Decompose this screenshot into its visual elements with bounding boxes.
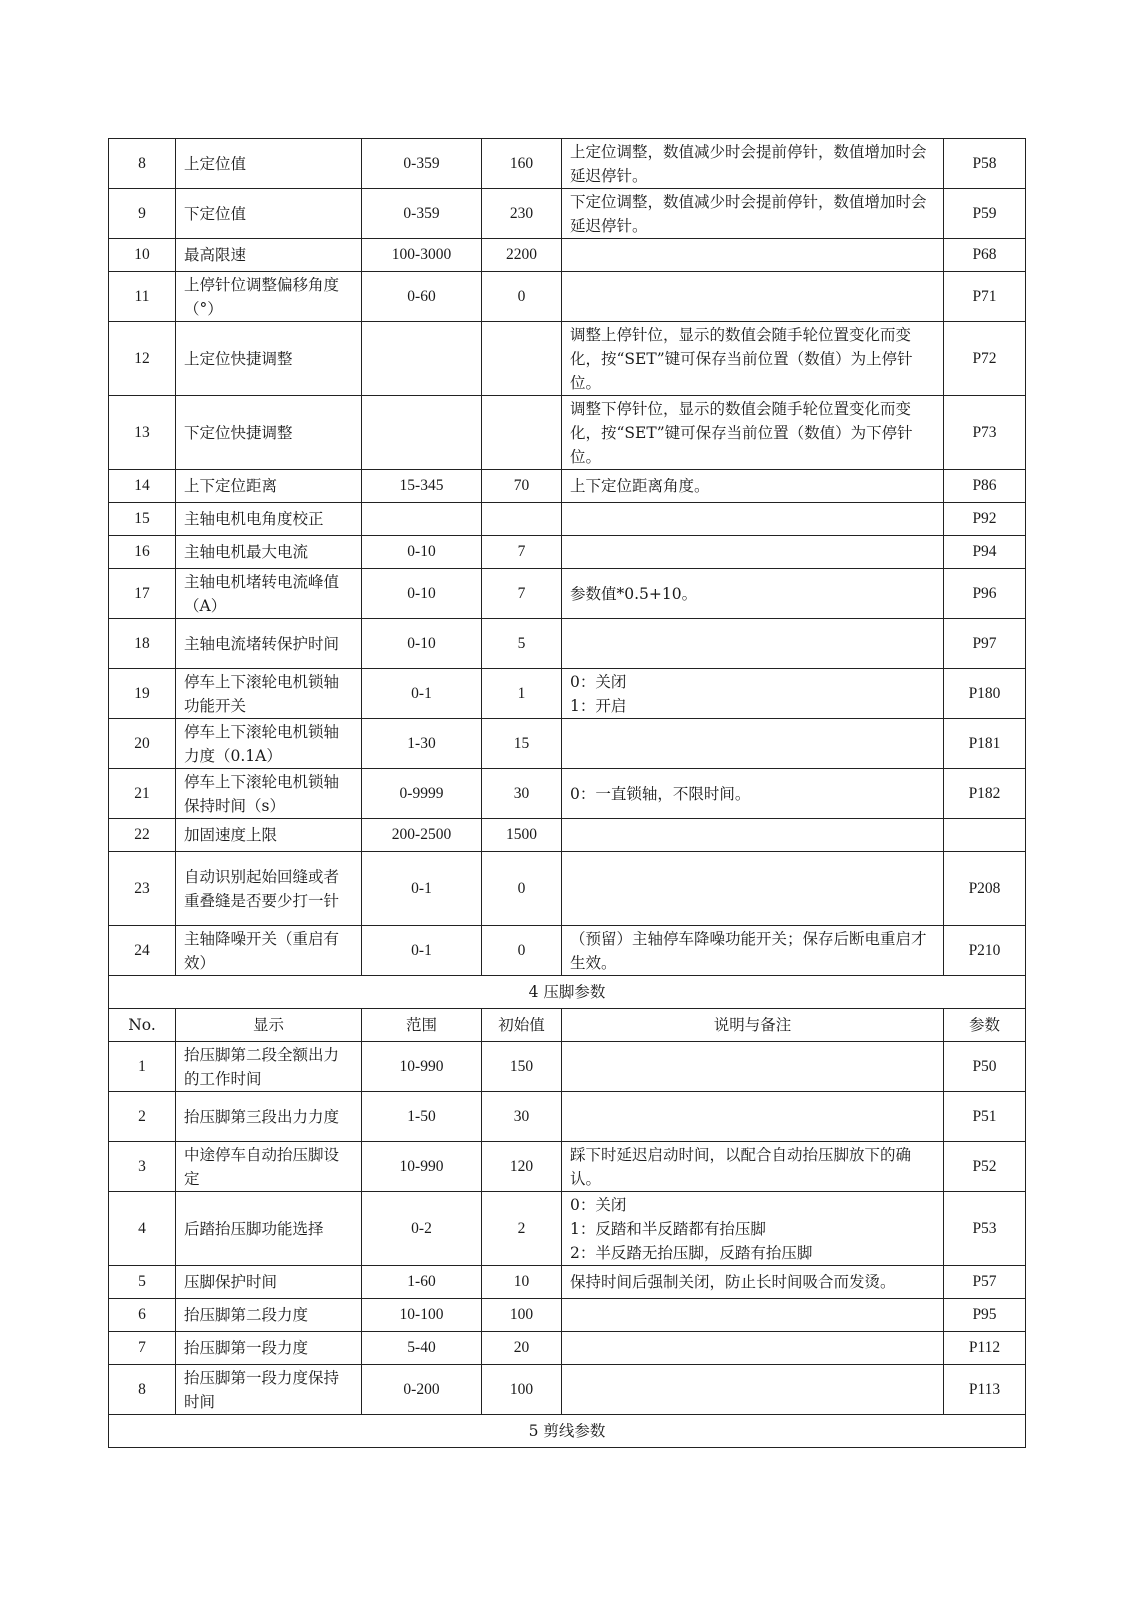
cell-notes: 调整下停针位，显示的数值会随手轮位置变化而变化，按“SET”键可保存当前位置（数值）为下停针位。 xyxy=(562,396,944,470)
cell-default xyxy=(482,322,562,396)
cell-no: 19 xyxy=(109,669,176,719)
table-row xyxy=(109,1092,1026,1142)
cell-no: 23 xyxy=(109,852,176,926)
cell-range: 200-2500 xyxy=(362,819,482,852)
cell-display: 加固速度上限 xyxy=(176,819,362,852)
table-row xyxy=(109,272,1026,322)
cell-no: 4 xyxy=(109,1192,176,1266)
cell-display: 停车上下滚轮电机锁轴保持时间（s） xyxy=(176,769,362,819)
header-row xyxy=(109,1009,1026,1042)
cell-default: 0 xyxy=(482,272,562,322)
cell-display: 抬压脚第一段力度保持时间 xyxy=(176,1365,362,1415)
table-row xyxy=(109,536,1026,569)
cell-param: P71 xyxy=(944,272,1026,322)
cell-no: 10 xyxy=(109,239,176,272)
cell-no: 5 xyxy=(109,1266,176,1299)
table-row xyxy=(109,189,1026,239)
cell-param: P51 xyxy=(944,1092,1026,1142)
cell-notes xyxy=(562,503,944,536)
table-row xyxy=(109,569,1026,619)
cell-notes xyxy=(562,1299,944,1332)
cell-notes xyxy=(562,619,944,669)
cell-no: 12 xyxy=(109,322,176,396)
cell-no: 17 xyxy=(109,569,176,619)
cell-default: 15 xyxy=(482,719,562,769)
cell-display: 上停针位调整偏移角度（°） xyxy=(176,272,362,322)
cell-range: 0-10 xyxy=(362,619,482,669)
cell-no: 16 xyxy=(109,536,176,569)
cell-default: 7 xyxy=(482,536,562,569)
cell-range: 0-1 xyxy=(362,669,482,719)
cell-param: P113 xyxy=(944,1365,1026,1415)
table-body-section4 xyxy=(109,1042,1026,1415)
cell-range: 0-1 xyxy=(362,926,482,976)
header-no: No. xyxy=(109,1009,176,1042)
cell-default: 2 xyxy=(482,1192,562,1266)
cell-range: 5-40 xyxy=(362,1332,482,1365)
cell-notes: 0：关闭 1：反踏和半反踏都有抬压脚 2：半反踏无抬压脚，反踏有抬压脚 xyxy=(562,1192,944,1266)
cell-display: 后踏抬压脚功能选择 xyxy=(176,1192,362,1266)
cell-notes xyxy=(562,1042,944,1092)
table-row xyxy=(109,1042,1026,1092)
section-row xyxy=(109,1415,1026,1448)
section-title: 5 剪线参数 xyxy=(109,1415,1026,1448)
cell-range: 1-50 xyxy=(362,1092,482,1142)
cell-default: 30 xyxy=(482,769,562,819)
cell-range: 0-10 xyxy=(362,569,482,619)
cell-param: P182 xyxy=(944,769,1026,819)
header-default: 初始值 xyxy=(482,1009,562,1042)
cell-param: P72 xyxy=(944,322,1026,396)
cell-default: 1500 xyxy=(482,819,562,852)
table-row xyxy=(109,1142,1026,1192)
cell-no: 24 xyxy=(109,926,176,976)
cell-param: P96 xyxy=(944,569,1026,619)
cell-default: 150 xyxy=(482,1042,562,1092)
cell-notes xyxy=(562,536,944,569)
header-display: 显示 xyxy=(176,1009,362,1042)
table-row xyxy=(109,239,1026,272)
cell-no: 6 xyxy=(109,1299,176,1332)
cell-notes: 0：一直锁轴，不限时间。 xyxy=(562,769,944,819)
cell-no: 2 xyxy=(109,1092,176,1142)
cell-no: 14 xyxy=(109,470,176,503)
cell-display: 主轴电流堵转保护时间 xyxy=(176,619,362,669)
cell-no: 8 xyxy=(109,139,176,189)
cell-range xyxy=(362,396,482,470)
section-row xyxy=(109,976,1026,1009)
cell-notes xyxy=(562,239,944,272)
cell-param: P68 xyxy=(944,239,1026,272)
cell-default: 0 xyxy=(482,852,562,926)
cell-display: 上定位值 xyxy=(176,139,362,189)
cell-range: 0-359 xyxy=(362,189,482,239)
table-row xyxy=(109,1266,1026,1299)
table-row xyxy=(109,503,1026,536)
cell-display: 下定位值 xyxy=(176,189,362,239)
cell-display: 主轴电机最大电流 xyxy=(176,536,362,569)
cell-param: P94 xyxy=(944,536,1026,569)
cell-notes: 上定位调整，数值减少时会提前停针，数值增加时会延迟停针。 xyxy=(562,139,944,189)
cell-display: 抬压脚第二段全额出力的工作时间 xyxy=(176,1042,362,1092)
cell-notes xyxy=(562,719,944,769)
table-row xyxy=(109,1332,1026,1365)
cell-display: 主轴电机电角度校正 xyxy=(176,503,362,536)
cell-display: 上定位快捷调整 xyxy=(176,322,362,396)
table-row xyxy=(109,926,1026,976)
cell-default: 5 xyxy=(482,619,562,669)
cell-notes: 调整上停针位，显示的数值会随手轮位置变化而变化，按“SET”键可保存当前位置（数值）为上停针位。 xyxy=(562,322,944,396)
cell-param: P210 xyxy=(944,926,1026,976)
header-param: 参数 xyxy=(944,1009,1026,1042)
cell-display: 抬压脚第一段力度 xyxy=(176,1332,362,1365)
section-4 xyxy=(109,976,1026,1042)
cell-range: 10-990 xyxy=(362,1042,482,1092)
cell-range: 100-3000 xyxy=(362,239,482,272)
cell-default: 120 xyxy=(482,1142,562,1192)
header-notes: 说明与备注 xyxy=(562,1009,944,1042)
cell-display: 主轴降噪开关（重启有效） xyxy=(176,926,362,976)
cell-param: P180 xyxy=(944,669,1026,719)
cell-default: 1 xyxy=(482,669,562,719)
cell-param: P50 xyxy=(944,1042,1026,1092)
cell-range: 0-9999 xyxy=(362,769,482,819)
cell-display: 抬压脚第二段力度 xyxy=(176,1299,362,1332)
cell-range: 1-30 xyxy=(362,719,482,769)
table-row xyxy=(109,1192,1026,1266)
table-row xyxy=(109,819,1026,852)
cell-notes: （预留）主轴停车降噪功能开关；保存后断电重启才生效。 xyxy=(562,926,944,976)
cell-range xyxy=(362,503,482,536)
cell-display: 停车上下滚轮电机锁轴功能开关 xyxy=(176,669,362,719)
parameter-table xyxy=(108,138,1026,1448)
cell-param: P86 xyxy=(944,470,1026,503)
cell-default: 30 xyxy=(482,1092,562,1142)
cell-param: P57 xyxy=(944,1266,1026,1299)
cell-notes: 下定位调整，数值减少时会提前停针，数值增加时会延迟停针。 xyxy=(562,189,944,239)
cell-default: 100 xyxy=(482,1299,562,1332)
cell-range: 0-10 xyxy=(362,536,482,569)
cell-no: 11 xyxy=(109,272,176,322)
cell-range: 0-359 xyxy=(362,139,482,189)
table-row xyxy=(109,322,1026,396)
cell-no: 21 xyxy=(109,769,176,819)
cell-no: 18 xyxy=(109,619,176,669)
cell-param: P59 xyxy=(944,189,1026,239)
table-body-section3 xyxy=(109,139,1026,976)
cell-param: P181 xyxy=(944,719,1026,769)
cell-param: P53 xyxy=(944,1192,1026,1266)
cell-param xyxy=(944,819,1026,852)
cell-param: P52 xyxy=(944,1142,1026,1192)
cell-no: 20 xyxy=(109,719,176,769)
cell-default: 70 xyxy=(482,470,562,503)
cell-default: 230 xyxy=(482,189,562,239)
cell-no: 8 xyxy=(109,1365,176,1415)
cell-default xyxy=(482,503,562,536)
cell-display: 自动识别起始回缝或者重叠缝是否要少打一针 xyxy=(176,852,362,926)
cell-notes: 保持时间后强制关闭，防止长时间吸合而发烫。 xyxy=(562,1266,944,1299)
cell-range: 10-990 xyxy=(362,1142,482,1192)
cell-no: 15 xyxy=(109,503,176,536)
cell-default: 2200 xyxy=(482,239,562,272)
cell-notes xyxy=(562,819,944,852)
cell-no: 3 xyxy=(109,1142,176,1192)
cell-no: 7 xyxy=(109,1332,176,1365)
cell-default: 100 xyxy=(482,1365,562,1415)
cell-param: P95 xyxy=(944,1299,1026,1332)
table-row xyxy=(109,719,1026,769)
table-row xyxy=(109,470,1026,503)
cell-default: 20 xyxy=(482,1332,562,1365)
cell-display: 抬压脚第三段出力力度 xyxy=(176,1092,362,1142)
cell-display: 下定位快捷调整 xyxy=(176,396,362,470)
cell-param: P208 xyxy=(944,852,1026,926)
cell-notes xyxy=(562,1332,944,1365)
table-row xyxy=(109,1365,1026,1415)
cell-display: 上下定位距离 xyxy=(176,470,362,503)
table-row xyxy=(109,1299,1026,1332)
table-row xyxy=(109,396,1026,470)
cell-notes: 上下定位距离角度。 xyxy=(562,470,944,503)
cell-display: 中途停车自动抬压脚设定 xyxy=(176,1142,362,1192)
cell-param: P97 xyxy=(944,619,1026,669)
cell-default: 7 xyxy=(482,569,562,619)
section-title: 4 压脚参数 xyxy=(109,976,1026,1009)
cell-range: 0-2 xyxy=(362,1192,482,1266)
header-range: 范围 xyxy=(362,1009,482,1042)
cell-range: 0-1 xyxy=(362,852,482,926)
table-row xyxy=(109,619,1026,669)
cell-no: 9 xyxy=(109,189,176,239)
cell-range: 15-345 xyxy=(362,470,482,503)
cell-notes xyxy=(562,272,944,322)
cell-param: P73 xyxy=(944,396,1026,470)
section-5 xyxy=(109,1415,1026,1448)
cell-param: P112 xyxy=(944,1332,1026,1365)
cell-notes xyxy=(562,1092,944,1142)
cell-default: 0 xyxy=(482,926,562,976)
cell-notes: 踩下时延迟启动时间，以配合自动抬压脚放下的确认。 xyxy=(562,1142,944,1192)
cell-param: P58 xyxy=(944,139,1026,189)
cell-notes xyxy=(562,1365,944,1415)
table-row xyxy=(109,669,1026,719)
cell-no: 1 xyxy=(109,1042,176,1092)
cell-no: 22 xyxy=(109,819,176,852)
table-row xyxy=(109,852,1026,926)
cell-notes: 参数值*0.5+10。 xyxy=(562,569,944,619)
cell-notes: 0：关闭 1：开启 xyxy=(562,669,944,719)
cell-range: 0-200 xyxy=(362,1365,482,1415)
cell-display: 最高限速 xyxy=(176,239,362,272)
cell-range: 1-60 xyxy=(362,1266,482,1299)
cell-default: 160 xyxy=(482,139,562,189)
cell-display: 停车上下滚轮电机锁轴力度（0.1A） xyxy=(176,719,362,769)
cell-default xyxy=(482,396,562,470)
table-row xyxy=(109,139,1026,189)
cell-display: 压脚保护时间 xyxy=(176,1266,362,1299)
cell-range: 0-60 xyxy=(362,272,482,322)
cell-range xyxy=(362,322,482,396)
cell-default: 10 xyxy=(482,1266,562,1299)
cell-no: 13 xyxy=(109,396,176,470)
cell-notes xyxy=(562,852,944,926)
cell-param: P92 xyxy=(944,503,1026,536)
table-row xyxy=(109,769,1026,819)
cell-range: 10-100 xyxy=(362,1299,482,1332)
cell-display: 主轴电机堵转电流峰值（A） xyxy=(176,569,362,619)
